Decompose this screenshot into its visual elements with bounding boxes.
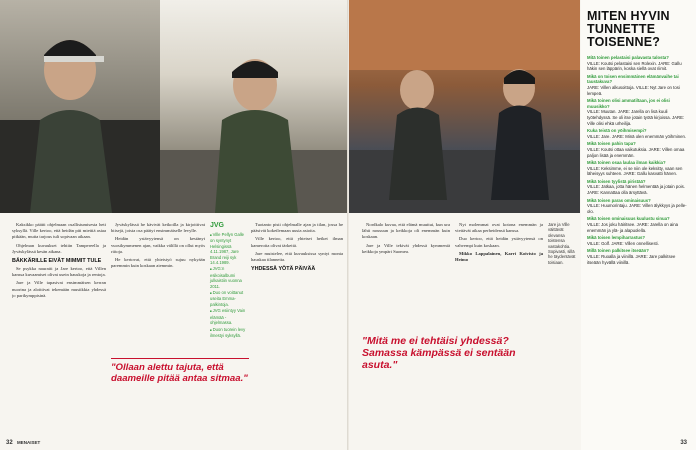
paragraph: Jyväskylässä he kävivät keikoilla ja kirjoittivat biisejä, joista osa päätyi ensimmäiselle levylle. xyxy=(111,222,205,234)
pull-quote-1: "Ollaan alettu tajuta, että daameille pitää antaa sitmaa." xyxy=(111,358,249,384)
photo-duo-street xyxy=(349,0,580,213)
quiz-question: Mikä toisen ominaisuus kuulustu sinua? xyxy=(587,216,670,222)
photo-jare-portrait xyxy=(160,0,347,213)
factbox-item: ■ Duo on voittanut useita Emma-palkintoja. xyxy=(210,290,246,307)
quiz-qa-list xyxy=(587,55,690,265)
quiz-answer: VILLE: Huumorintaju. JARE: Villen älykkyys ja pelle-olo. xyxy=(587,203,687,214)
quiz-answer: JARE: Villen alkusoittoja. VILLE: Nyt Jare on tosi lempeä. xyxy=(587,84,680,96)
article-column-4 xyxy=(362,222,450,434)
article-column-1 xyxy=(12,222,106,434)
paragraph: Duo kertoo, että heidän ystävyytensä on vahvempi kuin koskaan. xyxy=(455,236,543,248)
paragraph: Jare ja Ville tapasivat ensimmäisen kerran nuorina ja aloittivat tekemään musiikkia yhdessä jo parikymppisinä. xyxy=(12,280,106,298)
factbox-item: ■ Ville Pellyn Galle on syntynyt Helsingissä 4.11.1987, Jare Brand reiji syk 14.4.1989. xyxy=(210,232,246,265)
quiz-answer: VILLE: Muutan. JARE: Jarella on lisä kuuli työtehdyssä. Se oli itse jotain työtä kirjoissa. JARE: Ville olisi ehkä urheilija. xyxy=(587,109,685,126)
paragraph: Tuotanto pisti ohjelmalle ajan ja tilan, jossa he pääsivät kokeilemaan uusia asioita. xyxy=(251,222,343,234)
paragraph: Jare muistelee, että kuvauksissa syntyi monta hauskaa tilannetta. xyxy=(251,250,343,263)
quiz-answer: VILLE: Golf. JARE: Villen onnellisesti. xyxy=(587,240,659,246)
paragraph: Se psykka nauratti ja Jare kertoo, että Villen kanssa kuvaamiset olivat usein hauskoja ja rentoja. xyxy=(12,266,106,278)
paragraph: Nyt molemmat ovat kotona enemmän ja viettävät aikaa perheidensä kanssa. xyxy=(455,222,543,234)
paragraph: Ville kertoo, että yhteiset hetket ilman kameroita olivat tärkeitä. xyxy=(251,236,343,248)
paragraph: He kertovat, että yhteistyö sujuu nykyään paremmin kuin koskaan aiemmin. xyxy=(111,257,205,269)
credits: Mikko Lappalainen, Karri Koivisto ja Heimo xyxy=(455,250,543,263)
paragraph: Heidän ystävyytensä on kestänyt vuosikymmenen ajan, vaikka välillä on ollut myös riitoja. xyxy=(111,236,205,254)
quiz-answer: VILLE: Jatkaa, jotta hänen helmentää ja jotain pois. JARE: Kannattaa olla ärsyttävä. xyxy=(587,184,685,196)
page-number-right: 33 xyxy=(680,440,687,446)
factbox-list xyxy=(210,232,246,338)
article-column-5 xyxy=(455,222,543,434)
photo-3-illustration xyxy=(349,0,580,213)
photo-1-illustration xyxy=(0,0,160,213)
factbox-item: ■ JVG:n esikoisalbumi julkaistiin vuonna 2011. xyxy=(210,266,246,289)
paragraph: Jare ja Ville tekivät yhdessä kymmeniä keikkoja ympäri Suomea. xyxy=(362,242,450,254)
factbox-item: ■ JVG esiintyy Vain elämää -ohjelmassa. xyxy=(210,308,246,325)
quiz-answer: VILLE: Jos joku häiritsee. JARE: Jarella on aina enemmän ja ylä- ja alapuolella. xyxy=(587,222,678,233)
page-gutter xyxy=(347,0,349,450)
article-column-3 xyxy=(251,222,343,434)
quiz-panel xyxy=(581,0,696,450)
quiz-question: Kuka teistä on yöihmisempi? xyxy=(587,128,647,134)
quiz-title: MITEN HYVIN TUNNETTE TOISENNE? xyxy=(587,9,670,49)
page-number-left: 32 xyxy=(6,440,13,446)
paragraph: Nordkalo kuvaa, että elämä muuttui, kun ura lähti nousuun ja keikkoja oli enemmän kuin koskaan. xyxy=(362,222,450,240)
quiz-question: Mikä toisen pahin tapa? xyxy=(587,141,636,147)
photo-2-illustration xyxy=(160,0,347,213)
pull-quote-2: "Mitä me ei tehtäisi yhdessä? Samassa kämpässä ei sentään asuta." xyxy=(362,335,516,371)
quiz-question: Millä toinen palkitsee itseään? xyxy=(587,248,649,254)
quiz-answer: VILLE: Koutsi ottaa vaikutuksia. JARE: Villen omaa paljon lisää ja enemmän. xyxy=(587,146,685,158)
quiz-answer: VILLE: Ruoalla ja viinillä. JARE: Jare palkitsee itseään hyvällä viinillä. xyxy=(587,254,676,265)
photo-ville-portrait xyxy=(0,0,160,213)
subheading: BÄKKÄRILLE EIVÄT MIMMIT TULE xyxy=(12,258,102,265)
quiz-question: Mikä toisen tyylistä piristää? xyxy=(587,178,646,184)
quiz-question: Mikä on toisen ensimmäinen elämänvaihe tai taustakuva? xyxy=(587,73,679,85)
folio-left xyxy=(6,440,40,446)
subheading: YHDESSÄ YÖTÄ PÄIVÄÄ xyxy=(251,266,316,273)
quiz-question: Mikä toisen lempiharrastus? xyxy=(587,235,646,241)
photo-caption: Jare ja Ville väittävät olevansa toistensa vastakohtia. Sopivasti, sillä he täydentävät toisiaan. xyxy=(548,222,576,265)
paragraph: Kaksikko päätti ohjelmaan osallistumisesta heti syksyllä. Ville kertoo, että heidän piti miettiä asiaa pitkään, mutta tarjous tuli sopivaan aikaan. xyxy=(12,222,106,240)
folio-right xyxy=(680,440,690,446)
factbox-title: JVG xyxy=(210,222,225,229)
quiz-question: Mikä toinen osaa laulaa ilman kaikkia? xyxy=(587,160,666,166)
quiz-answer: VILLE: Koutsi pelastaisi sen Rolexin. JARE: Gallu häkin sen läppärin, koska siellä ovat riimit. xyxy=(587,60,682,72)
article-column-2 xyxy=(111,222,205,434)
quiz-answer: VILLE: Jare. JARE: Minä olen enemmän yöihminen. xyxy=(587,133,687,139)
quiz-question: Mitä toinen pelastaisi palavasta talosta? xyxy=(587,55,669,60)
quiz-answer: VILLE: Keksimme, ei se niin ole keksitty, vaan sen läheisyys suhteen. JARE: Gallu kasvatti hänen. xyxy=(587,165,683,177)
factbox-item: ■ Duon tuorein levy ilmestyi syksyllä. xyxy=(210,327,246,339)
quiz-question: Mikä toisen paras ominaisuus? xyxy=(587,197,651,203)
jvg-factbox xyxy=(210,222,246,339)
paragraph: Ohjelman kuvaukset tehtiin Tampereella ja Jyväskylässä kesän aikana. xyxy=(12,242,106,254)
quiz-question: Mikä toinen olisi ammatiltaan, jos ei olisi muusikko? xyxy=(587,98,670,109)
magazine-name: MENAISET xyxy=(16,440,41,445)
